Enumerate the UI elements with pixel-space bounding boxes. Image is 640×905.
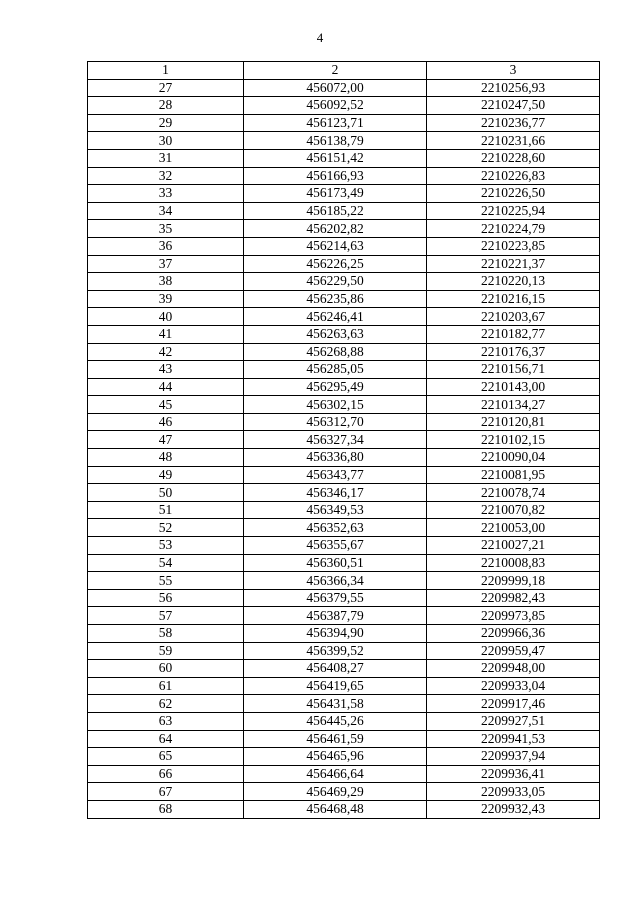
table-cell: 31 <box>88 149 244 167</box>
table-row <box>88 396 600 414</box>
table-row <box>88 748 600 766</box>
table-cell: 67 <box>88 783 244 801</box>
column-header-3: 3 <box>427 62 600 80</box>
table-cell: 456072,00 <box>244 79 427 97</box>
table-cell: 2209973,85 <box>427 607 600 625</box>
table-cell: 456302,15 <box>244 396 427 414</box>
table-row <box>88 589 600 607</box>
table-cell: 2210247,50 <box>427 97 600 115</box>
table-cell: 2209917,46 <box>427 695 600 713</box>
table-cell: 456229,50 <box>244 273 427 291</box>
page-number: 4 <box>316 30 324 45</box>
table-row <box>88 572 600 590</box>
table-cell: 2210120,81 <box>427 413 600 431</box>
table-cell: 2209927,51 <box>427 712 600 730</box>
table-cell: 2210256,93 <box>427 79 600 97</box>
table-cell: 456343,77 <box>244 466 427 484</box>
table-cell: 2209933,05 <box>427 783 600 801</box>
table-cell: 456202,82 <box>244 220 427 238</box>
table-cell: 456394,90 <box>244 625 427 643</box>
table-row <box>88 625 600 643</box>
table-cell: 63 <box>88 712 244 730</box>
table-cell: 51 <box>88 501 244 519</box>
table-row <box>88 677 600 695</box>
table-body <box>88 79 600 818</box>
table-row <box>88 712 600 730</box>
table-cell: 456355,67 <box>244 537 427 555</box>
table-cell: 456235,86 <box>244 290 427 308</box>
table-row <box>88 730 600 748</box>
table-cell: 2210236,77 <box>427 114 600 132</box>
table-cell: 456465,96 <box>244 748 427 766</box>
table-row <box>88 466 600 484</box>
column-header-2: 2 <box>244 62 427 80</box>
table-cell: 456166,93 <box>244 167 427 185</box>
table-row <box>88 167 600 185</box>
table-cell: 456295,49 <box>244 378 427 396</box>
table-row <box>88 660 600 678</box>
table-cell: 44 <box>88 378 244 396</box>
table-row <box>88 800 600 818</box>
table-cell: 2210224,79 <box>427 220 600 238</box>
table-cell: 456312,70 <box>244 413 427 431</box>
table-cell: 456285,05 <box>244 361 427 379</box>
table-cell: 34 <box>88 202 244 220</box>
table-cell: 37 <box>88 255 244 273</box>
table-cell: 456366,34 <box>244 572 427 590</box>
table-cell: 49 <box>88 466 244 484</box>
table-row <box>88 484 600 502</box>
table-row <box>88 79 600 97</box>
table-cell: 2210226,50 <box>427 185 600 203</box>
table-row <box>88 783 600 801</box>
table-cell: 456226,25 <box>244 255 427 273</box>
table-cell: 456419,65 <box>244 677 427 695</box>
table-row <box>88 325 600 343</box>
table-cell: 2209959,47 <box>427 642 600 660</box>
table-cell: 2210220,13 <box>427 273 600 291</box>
table-row <box>88 765 600 783</box>
table-cell: 456092,52 <box>244 97 427 115</box>
table-row <box>88 290 600 308</box>
table-cell: 57 <box>88 607 244 625</box>
table-cell: 48 <box>88 449 244 467</box>
table-row <box>88 343 600 361</box>
table-cell: 456138,79 <box>244 132 427 150</box>
table-cell: 38 <box>88 273 244 291</box>
table-cell: 54 <box>88 554 244 572</box>
table-cell: 45 <box>88 396 244 414</box>
table-cell: 2210081,95 <box>427 466 600 484</box>
table-cell: 2209941,53 <box>427 730 600 748</box>
table-cell: 456445,26 <box>244 712 427 730</box>
coordinates-table <box>87 61 600 819</box>
table-cell: 2209966,36 <box>427 625 600 643</box>
table-cell: 456466,64 <box>244 765 427 783</box>
table-cell: 2210143,00 <box>427 378 600 396</box>
table-cell: 2209999,18 <box>427 572 600 590</box>
table-cell: 60 <box>88 660 244 678</box>
table-row <box>88 361 600 379</box>
table-cell: 2209933,04 <box>427 677 600 695</box>
table-cell: 2210078,74 <box>427 484 600 502</box>
table-row <box>88 273 600 291</box>
table-cell: 456336,80 <box>244 449 427 467</box>
table-cell: 456379,55 <box>244 589 427 607</box>
table-cell: 2210223,85 <box>427 237 600 255</box>
table-cell: 39 <box>88 290 244 308</box>
table-row <box>88 378 600 396</box>
table-cell: 29 <box>88 114 244 132</box>
table-cell: 456399,52 <box>244 642 427 660</box>
table-cell: 2210225,94 <box>427 202 600 220</box>
table-cell: 2210226,83 <box>427 167 600 185</box>
table-cell: 2210203,67 <box>427 308 600 326</box>
table-row <box>88 695 600 713</box>
table-cell: 456352,63 <box>244 519 427 537</box>
table-cell: 58 <box>88 625 244 643</box>
table-cell: 456468,48 <box>244 800 427 818</box>
table-cell: 456268,88 <box>244 343 427 361</box>
table-cell: 456327,34 <box>244 431 427 449</box>
table-cell: 32 <box>88 167 244 185</box>
table-cell: 2210216,15 <box>427 290 600 308</box>
table-cell: 50 <box>88 484 244 502</box>
table-cell: 2209937,94 <box>427 748 600 766</box>
table-row <box>88 642 600 660</box>
table-cell: 456431,58 <box>244 695 427 713</box>
table-cell: 40 <box>88 308 244 326</box>
table-cell: 2210228,60 <box>427 149 600 167</box>
table-cell: 456349,53 <box>244 501 427 519</box>
table-cell: 65 <box>88 748 244 766</box>
table-cell: 28 <box>88 97 244 115</box>
table-cell: 456185,22 <box>244 202 427 220</box>
table-cell: 2210090,04 <box>427 449 600 467</box>
table-cell: 30 <box>88 132 244 150</box>
table-cell: 59 <box>88 642 244 660</box>
table-cell: 2210102,15 <box>427 431 600 449</box>
table-row <box>88 202 600 220</box>
table-cell: 456387,79 <box>244 607 427 625</box>
table-cell: 2209932,43 <box>427 800 600 818</box>
table-cell: 55 <box>88 572 244 590</box>
table-row <box>88 185 600 203</box>
table-cell: 456461,59 <box>244 730 427 748</box>
table-cell: 56 <box>88 589 244 607</box>
table-cell: 456173,49 <box>244 185 427 203</box>
table-row <box>88 308 600 326</box>
table-cell: 66 <box>88 765 244 783</box>
table-cell: 2210053,00 <box>427 519 600 537</box>
table-cell: 456123,71 <box>244 114 427 132</box>
table-cell: 456360,51 <box>244 554 427 572</box>
table-cell: 43 <box>88 361 244 379</box>
table-cell: 2210134,27 <box>427 396 600 414</box>
table-cell: 2210156,71 <box>427 361 600 379</box>
table-cell: 2209982,43 <box>427 589 600 607</box>
table-cell: 2209948,00 <box>427 660 600 678</box>
table-cell: 46 <box>88 413 244 431</box>
table-cell: 33 <box>88 185 244 203</box>
table-row <box>88 97 600 115</box>
table-cell: 62 <box>88 695 244 713</box>
table-cell: 2210008,83 <box>427 554 600 572</box>
table-row <box>88 114 600 132</box>
table-row <box>88 255 600 273</box>
table-cell: 2210221,37 <box>427 255 600 273</box>
table-cell: 53 <box>88 537 244 555</box>
table-cell: 2210176,37 <box>427 343 600 361</box>
table-cell: 47 <box>88 431 244 449</box>
table-cell: 36 <box>88 237 244 255</box>
table-row <box>88 554 600 572</box>
table-cell: 52 <box>88 519 244 537</box>
table-cell: 456469,29 <box>244 783 427 801</box>
table-cell: 27 <box>88 79 244 97</box>
table-cell: 42 <box>88 343 244 361</box>
column-header-1: 1 <box>88 62 244 80</box>
table-cell: 68 <box>88 800 244 818</box>
table-cell: 456263,63 <box>244 325 427 343</box>
table-cell: 2210231,66 <box>427 132 600 150</box>
table-header-row <box>88 62 600 80</box>
table-cell: 64 <box>88 730 244 748</box>
table-row <box>88 537 600 555</box>
table-cell: 2209936,41 <box>427 765 600 783</box>
table-cell: 456346,17 <box>244 484 427 502</box>
table-cell: 41 <box>88 325 244 343</box>
table-row <box>88 149 600 167</box>
table-row <box>88 501 600 519</box>
table-cell: 2210182,77 <box>427 325 600 343</box>
table-cell: 35 <box>88 220 244 238</box>
table-cell: 2210027,21 <box>427 537 600 555</box>
table-row <box>88 519 600 537</box>
table-row <box>88 237 600 255</box>
table-row <box>88 607 600 625</box>
table-row <box>88 431 600 449</box>
table-cell: 456151,42 <box>244 149 427 167</box>
table-cell: 61 <box>88 677 244 695</box>
table-cell: 456246,41 <box>244 308 427 326</box>
table-row <box>88 413 600 431</box>
table-cell: 2210070,82 <box>427 501 600 519</box>
table-cell: 456408,27 <box>244 660 427 678</box>
table-row <box>88 220 600 238</box>
table-row <box>88 449 600 467</box>
table-row <box>88 132 600 150</box>
table-cell: 456214,63 <box>244 237 427 255</box>
